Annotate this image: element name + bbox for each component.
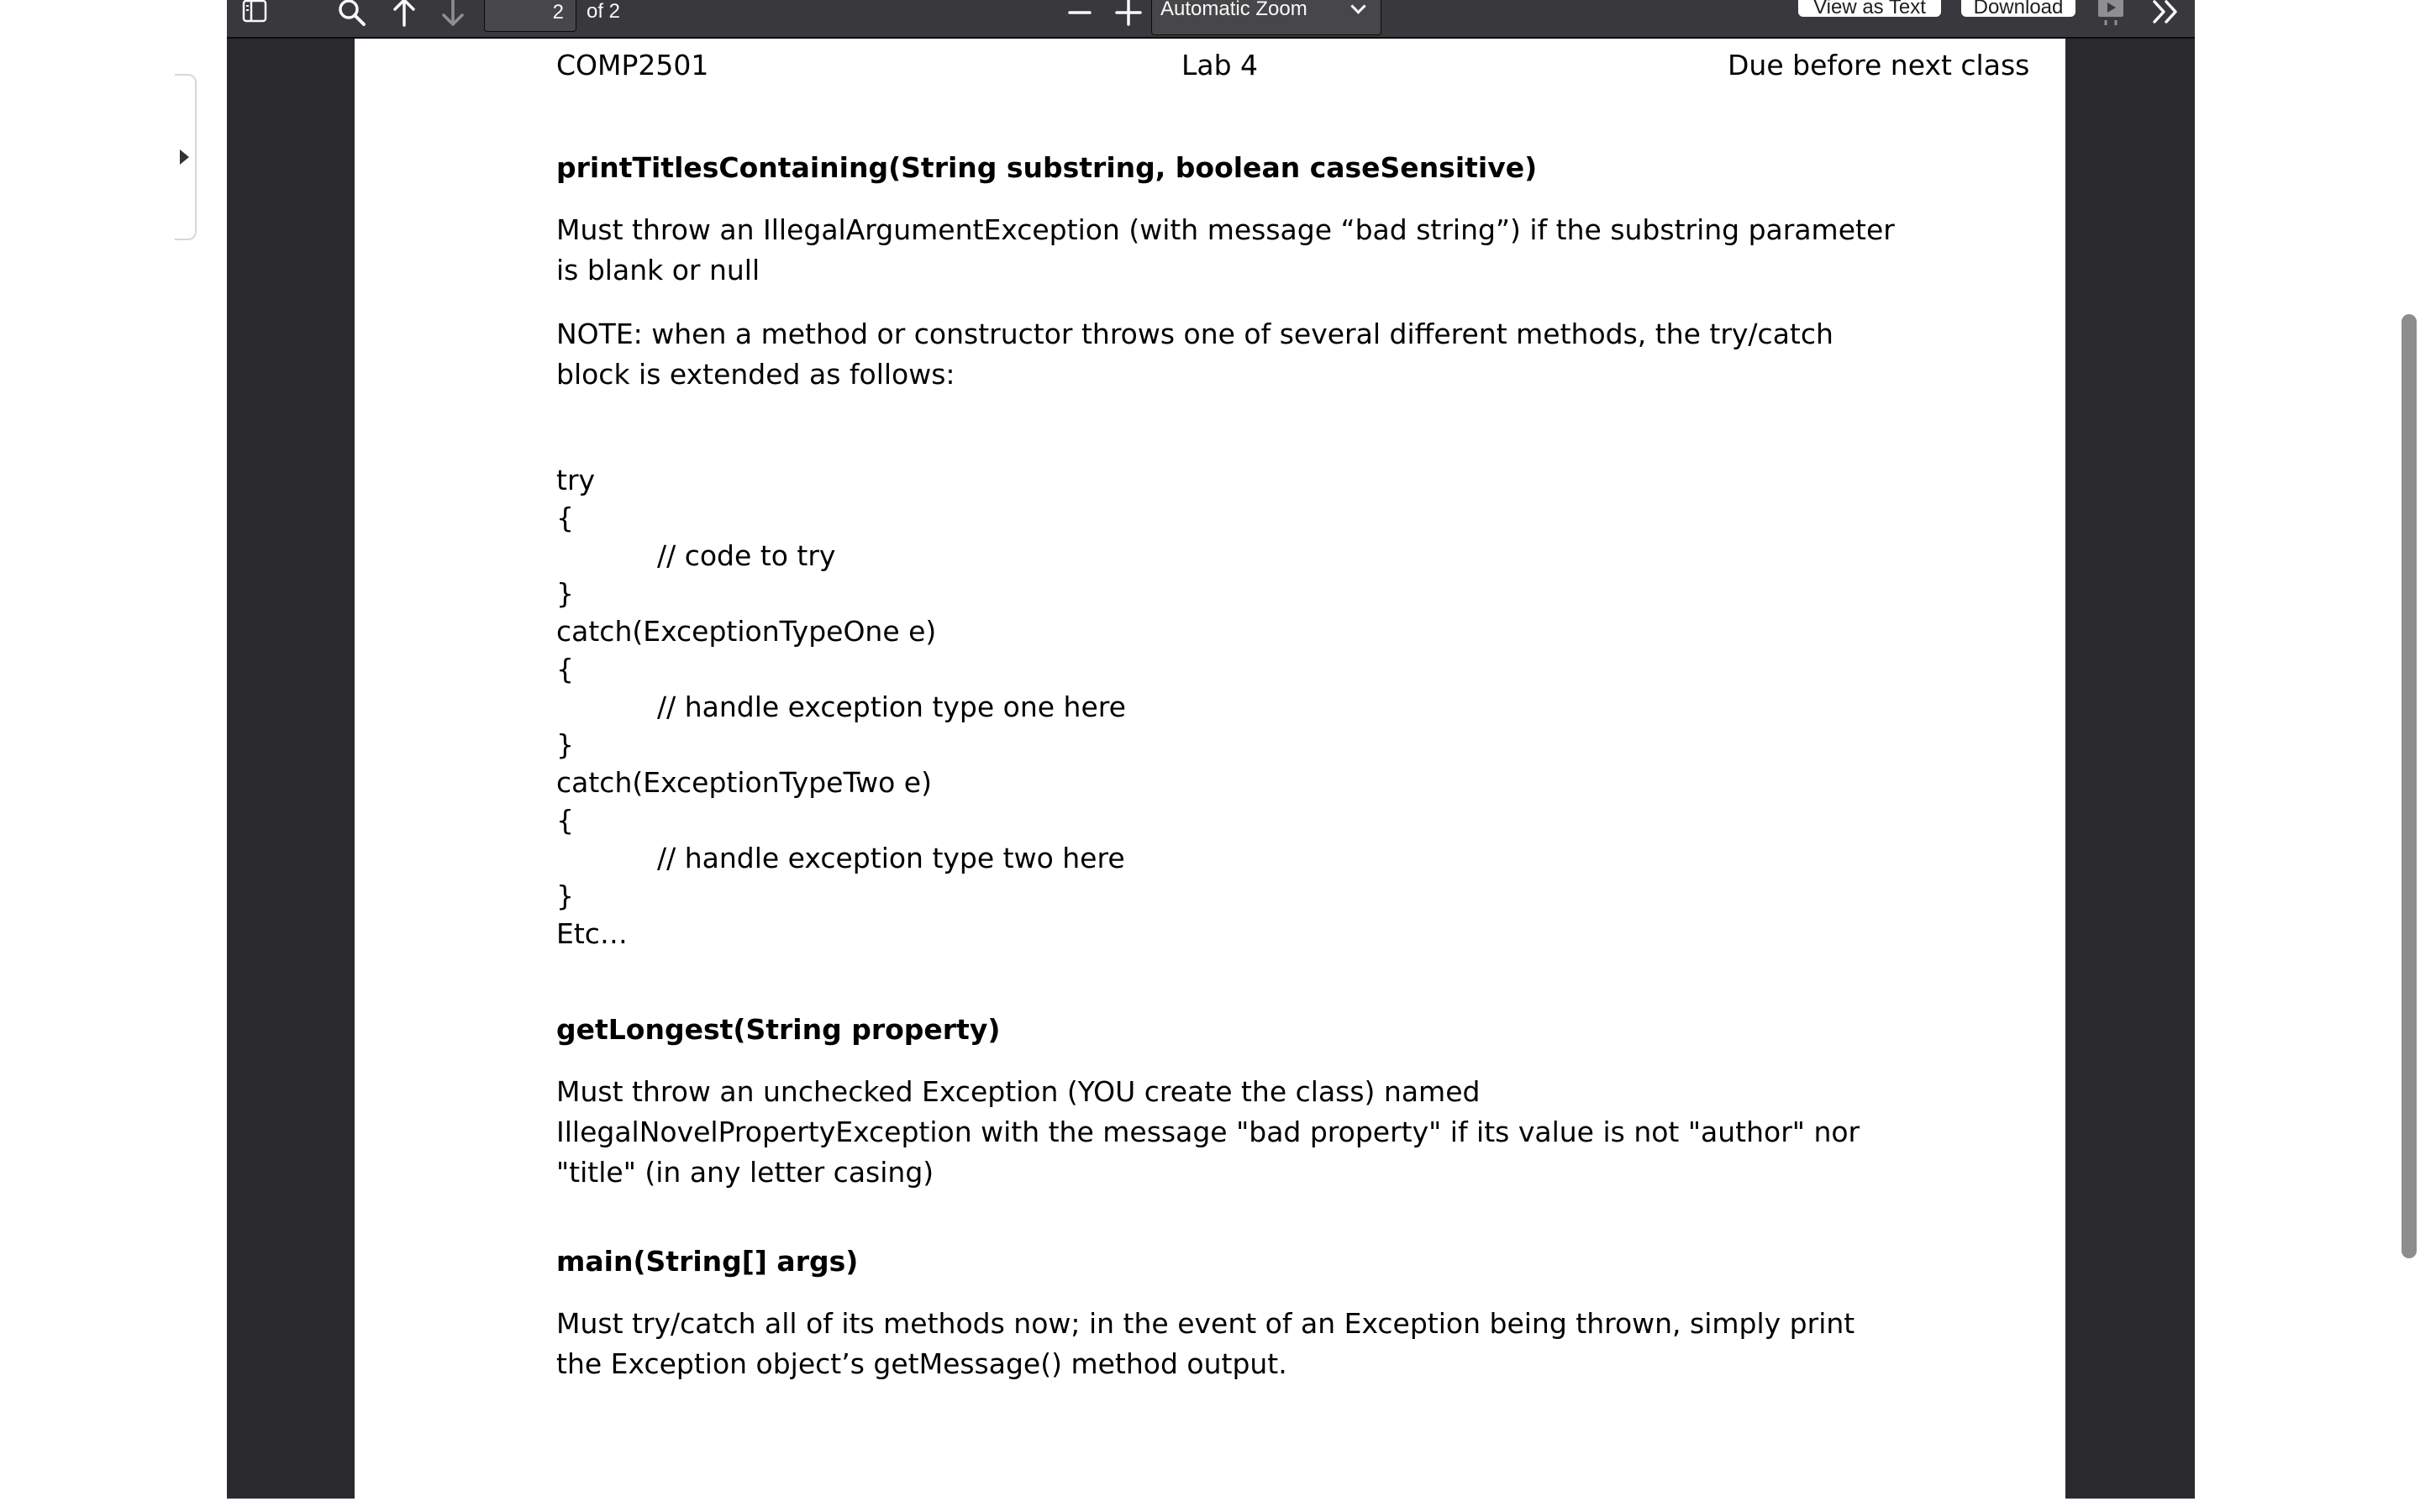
section-paragraph-print-titles: Must throw an IllegalArgumentException (with message “bad string”) if the substring parameter is blank or null: [556, 213, 1895, 286]
code-line: {: [556, 501, 574, 534]
presentation-mode-icon[interactable]: [2096, 0, 2126, 27]
note-paragraph: NOTE: when a method or constructor throws one of several different methods, the try/catch block is extended as follows:: [556, 318, 1833, 391]
code-line: }: [556, 879, 574, 912]
sidebar-toggle-icon[interactable]: [242, 0, 267, 24]
previous-page-icon[interactable]: [392, 0, 417, 29]
page-count-label: of 2: [587, 0, 621, 23]
code-line: try: [556, 464, 596, 496]
code-line: {: [556, 653, 574, 685]
view-as-text-button[interactable]: View as Text: [1798, 0, 1941, 17]
tools-menu-icon[interactable]: [2151, 0, 2181, 25]
section-paragraph-get-longest: Must throw an unchecked Exception (YOU create the class) named IllegalNovelPropertyException with the message "bad property" if its value is not "author" nor "title" (in any letter casing): [556, 1075, 1860, 1189]
caret-right-icon: [180, 150, 189, 165]
code-line: // handle exception type one here: [657, 690, 1126, 723]
code-line: {: [556, 804, 574, 837]
section-heading-print-titles: printTitlesContaining(String substring, boolean caseSensitive): [556, 151, 1538, 184]
scrollbar-thumb[interactable]: [2402, 314, 2417, 1258]
header-course: COMP2501: [556, 49, 709, 81]
search-icon[interactable]: [338, 0, 366, 27]
pdf-viewer: [227, 0, 2195, 1499]
section-heading-get-longest: getLongest(String property): [556, 1013, 1001, 1046]
sidebar-pull-tab[interactable]: [175, 74, 197, 240]
code-line: catch(ExceptionTypeTwo e): [556, 766, 932, 799]
section-heading-main: main(String[] args): [556, 1245, 859, 1278]
page-number-input[interactable]: 2: [484, 0, 576, 32]
code-line: }: [556, 577, 574, 610]
zoom-select-value: Automatic Zoom: [1160, 0, 1307, 20]
header-due: Due before next class: [1728, 49, 2030, 81]
next-page-icon[interactable]: [440, 0, 466, 29]
code-line: }: [556, 728, 574, 761]
code-line: // code to try: [657, 539, 836, 572]
viewer-toolbar: [227, 0, 2195, 39]
chevron-down-icon: [1350, 0, 1365, 14]
pdf-page: [355, 39, 2065, 1499]
code-line: // handle exception type two here: [657, 842, 1125, 874]
zoom-in-icon[interactable]: [1114, 0, 1143, 27]
section-paragraph-main: Must try/catch all of its methods now; in the event of an Exception being thrown, simply print the Exception object’s getMessage() method output.: [556, 1307, 1855, 1380]
code-line: catch(ExceptionTypeOne e): [556, 615, 937, 648]
download-button[interactable]: Download: [1961, 0, 2075, 17]
header-lab: Lab 4: [1181, 49, 1259, 81]
zoom-select[interactable]: [1151, 0, 1381, 35]
zoom-out-icon[interactable]: [1067, 0, 1092, 25]
code-line: Etc…: [556, 917, 628, 950]
